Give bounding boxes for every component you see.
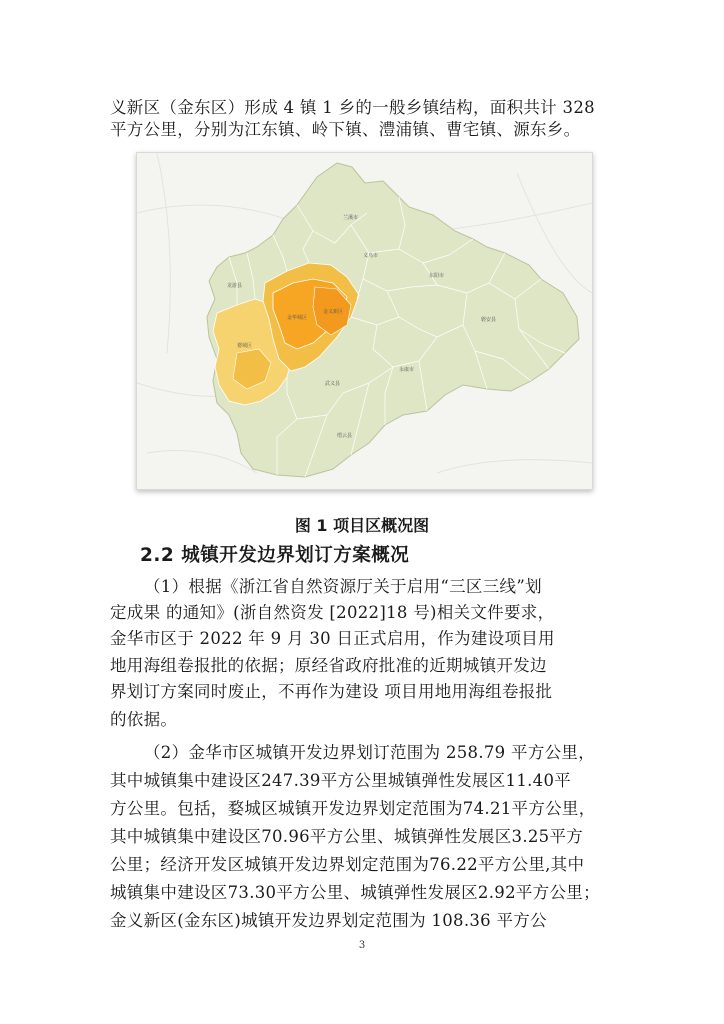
text-line: 金义新区(金东区)城镇开发边界划定范围为 108.36 平方公 [110, 911, 547, 930]
page-number: 3 [358, 940, 366, 951]
text-line: 其中城镇集中建设区247.39平方公里城镇弹性发展区11.40平 [110, 771, 572, 790]
text-line: 金华市区于 2022 年 9 月 30 日正式启用，作为建设项目用 [110, 629, 555, 648]
text-line: 平方公里，分别为江东镇、岭下镇、澧浦镇、曹宅镇、源东乡。 [110, 120, 581, 139]
svg-text:缙云县: 缙云县 [337, 433, 353, 439]
section-heading: 2.2 城镇开发边界划订方案概况 [140, 545, 410, 566]
svg-text:义乌市: 义乌市 [363, 253, 379, 259]
svg-text:磐安县: 磐安县 [481, 317, 497, 323]
text-line: 方公里。包括，婺城区城镇开发边界划定范围为74.21平方公里， [110, 799, 596, 818]
svg-text:东阳市: 东阳市 [429, 273, 445, 279]
project-area-map [136, 152, 593, 490]
text-line: 的依据。 [110, 710, 178, 729]
text-line: 界划订方案同时废止，不再作为建设 项目用地用海组卷报批 [110, 682, 553, 701]
text-line: （1）根据《浙江省自然资源厅关于启用“三区三线”划 [144, 577, 542, 596]
svg-text:龙游县: 龙游县 [227, 283, 243, 289]
text-line: 公里；经济开发区城镇开发边界划定范围为76.22平方公里,其中 [110, 855, 585, 874]
figure-caption: 图 1 项目区概况图 [294, 516, 430, 535]
svg-text:兰溪市: 兰溪市 [343, 215, 359, 221]
text-line: 定成果 的通知》(浙自然资发 [2022]18 号)相关文件要求， [110, 603, 555, 622]
text-line: 地用海组卷报批的依据；原经省政府批准的近期城镇开发边 [110, 656, 547, 675]
map-graphic [137, 153, 592, 489]
svg-text:婺城区: 婺城区 [237, 343, 253, 349]
svg-text:金义新区: 金义新区 [323, 309, 344, 315]
svg-text:武义县: 武义县 [325, 381, 341, 387]
text-line: 义新区（金东区）形成 4 镇 1 乡的一般乡镇结构，面积共计 328 [110, 98, 595, 117]
text-line: 城镇集中建设区73.30平方公里、城镇弹性发展区2.92平方公里； [110, 883, 600, 902]
text-line: （2）金华市区城镇开发边界划订范围为 258.79 平方公里， [144, 743, 596, 762]
text-line: 其中城镇集中建设区70.96平方公里、城镇弹性发展区3.25平方 [110, 827, 584, 846]
svg-text:永康市: 永康市 [399, 367, 415, 373]
svg-text:金华城区: 金华城区 [287, 315, 308, 321]
